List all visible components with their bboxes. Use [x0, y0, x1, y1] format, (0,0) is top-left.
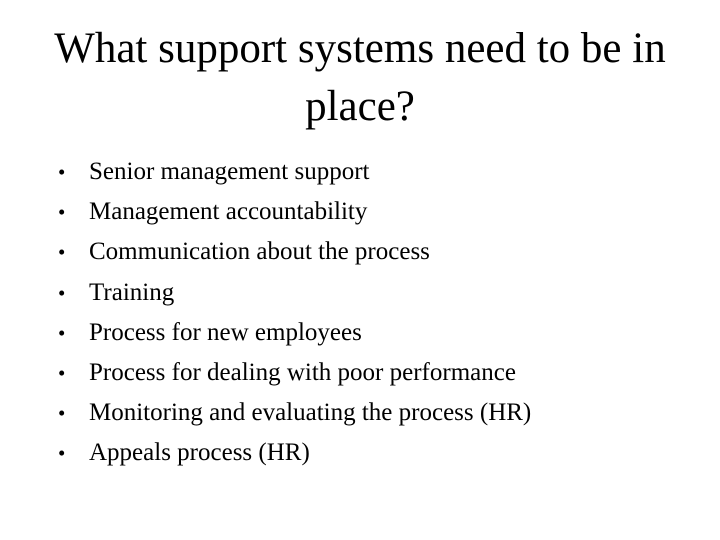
bullet-text: Management accountability: [89, 198, 368, 226]
bullet-text: Appeals process (HR): [89, 439, 310, 467]
bullet-icon: •: [58, 441, 66, 466]
bullet-item: [58, 433, 698, 473]
bullet-item: [58, 273, 698, 313]
bullet-text: Monitoring and evaluating the process (HR): [89, 399, 532, 427]
bullet-text: Senior management support: [89, 158, 370, 185]
bullet-text: Training: [89, 278, 175, 306]
bullet-icon: •: [58, 320, 66, 345]
bullet-icon: •: [58, 401, 66, 426]
bullet-icon: •: [58, 280, 66, 305]
bullet-icon: •: [58, 200, 66, 225]
bullet-item: [58, 232, 698, 272]
bullet-item: [58, 393, 698, 433]
bullet-list: [58, 152, 698, 474]
bullet-icon: •: [58, 360, 66, 385]
bullet-text: Communication about the process: [89, 238, 430, 266]
slide-title: What support systems need to be in place?: [54, 25, 666, 130]
bullet-text: Process for new employees: [89, 318, 362, 346]
bullet-item: [58, 152, 698, 192]
bullet-item: [58, 192, 698, 232]
bullet-icon: •: [58, 240, 66, 265]
bullet-item: [58, 313, 698, 353]
bullet-item: [58, 353, 698, 393]
bullet-text: Process for dealing with poor performance: [89, 358, 516, 386]
bullet-icon: •: [58, 160, 66, 184]
